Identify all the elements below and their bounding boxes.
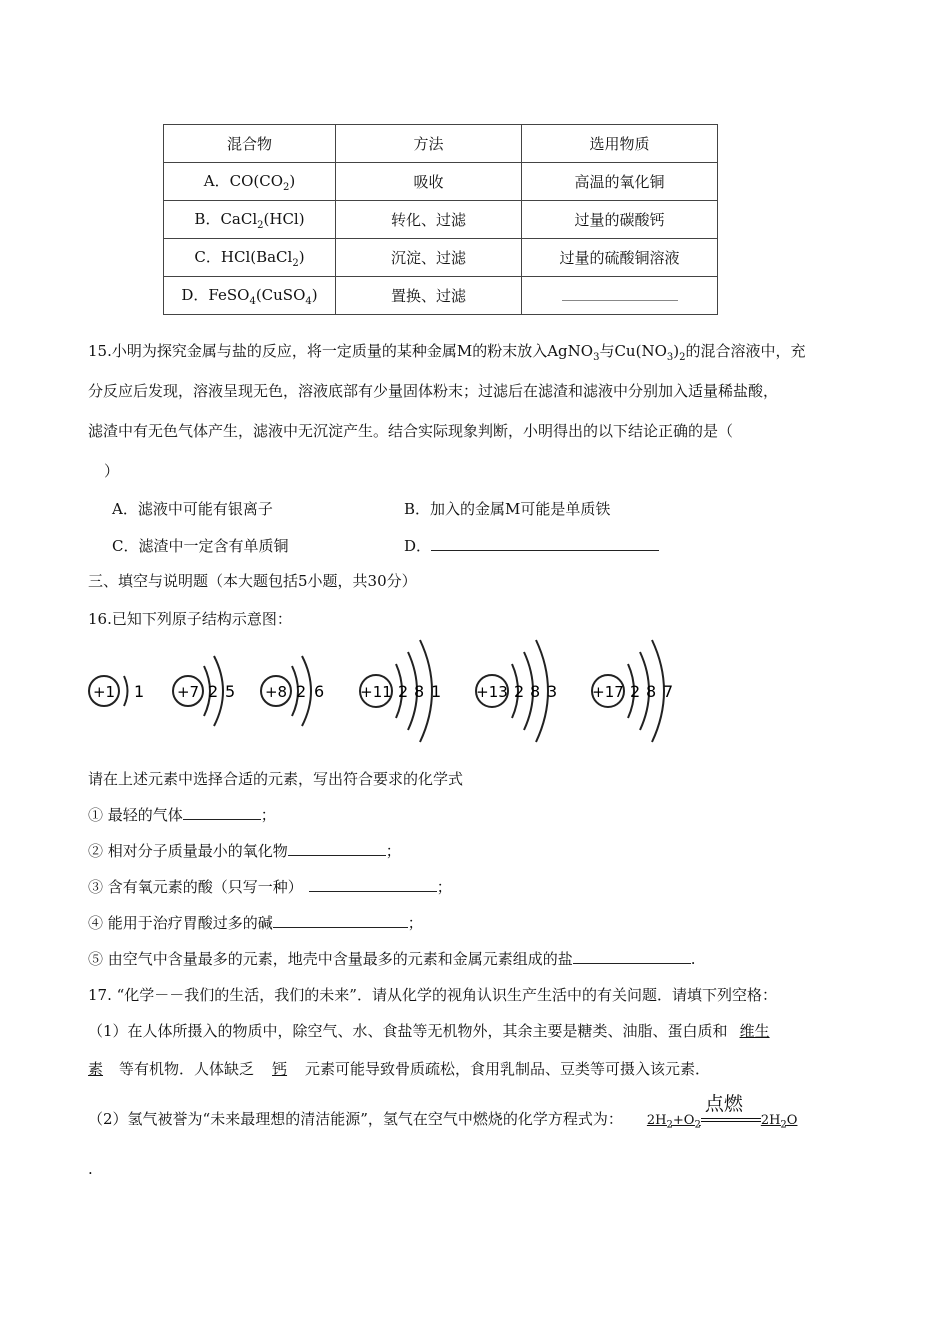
table-header: 方法	[336, 125, 522, 163]
q17-part1-line1: （1）在人体所摄入的物质中，除空气、水、食盐等无机物外，其余主要是糖类、油脂、蛋白质和 维生	[88, 1022, 770, 1040]
q16-item-5: ⑤ 由空气中含量最多的元素，地壳中含量最多的元素和金属元素组成的盐 .	[88, 950, 696, 968]
shell-electrons: 8	[414, 682, 425, 701]
q16-prompt: 请在上述元素中选择合适的元素，写出符合要求的化学式	[88, 770, 464, 788]
table-cell-mixture: A．$CO(CO_2)$	[164, 163, 336, 201]
table-cell-mixture: B．CaCl$_2$(HCl)	[164, 201, 336, 239]
table-header: 混合物	[164, 125, 336, 163]
atomic-structure-diagrams	[80, 636, 700, 746]
section-heading: 三、填空与说明题（本大题包括5小题，共30分）	[88, 572, 417, 590]
reaction-condition: 点燃	[704, 1093, 743, 1115]
q17-title: 17. “化学－－我们的生活，我们的未来”．请从化学的视角认识生产生活中的有关问题．请填下列空格：	[88, 986, 777, 1004]
shell-electrons: 3	[547, 682, 558, 701]
nucleus-label: +1	[92, 683, 116, 701]
nucleus-label: +7	[176, 683, 200, 701]
table-cell-mixture: C．HCl(BaCl$_2$)	[164, 239, 336, 277]
shell-electrons: 6	[314, 682, 325, 701]
shell-electrons: 2	[208, 682, 219, 701]
table-header: 选用物质	[522, 125, 718, 163]
table-cell-method: 沉淀、过滤	[336, 239, 522, 277]
q15-line2: 分反应后发现，溶液呈现无色，溶液底部有少量固体粉末；过滤后在滤渣和滤液中分别加入适量稀盐酸，	[88, 382, 779, 400]
shell-electrons: 2	[398, 682, 409, 701]
q15-line1: 15.小明为探究金属与盐的反应，将一定质量的某种金属M的粉末放入AgNO$_3$与$Cu(NO_3)_2$的混合溶液中，充	[88, 342, 806, 363]
answer-blank	[431, 536, 659, 551]
table-cell-method: 转化、过滤	[336, 201, 522, 239]
answer-text: 钙	[272, 1060, 288, 1078]
shell-electrons: 2	[514, 682, 525, 701]
q15-option-c: C．滤渣中一定含有单质铜	[112, 537, 289, 555]
answer-text: 维生	[739, 1022, 770, 1040]
mixture-table	[163, 124, 718, 315]
q16-item-1: ① 最轻的气体 ；	[88, 806, 276, 824]
q17-part2: （2）氢气被誉为“未来最理想的清洁能源”，氢气在空气中燃烧的化学方程式为： $2H_2+O_2$ 点燃 $2H_2O$	[88, 1108, 797, 1131]
atom-diagram	[173, 656, 235, 726]
equation-reactants: $2H_2+O_2$	[646, 1113, 701, 1131]
table-cell-reagent: 高温的氧化铜	[522, 163, 718, 201]
answer-blank	[562, 286, 678, 301]
q15-option-b: B．加入的金属M可能是单质铁	[404, 500, 611, 518]
q15-option-d: D．	[404, 535, 659, 556]
equation-products: $2H_2O$	[760, 1113, 798, 1131]
q15-line4: ）	[104, 462, 120, 480]
answer-blank	[573, 949, 691, 964]
shell-electrons: 7	[663, 682, 674, 701]
answer-blank	[273, 913, 408, 928]
q17-part1-line2: 素 等有机物．人体缺乏 钙 元素可能导致骨质疏松，食用乳制品、豆类等可摄入该元素．	[88, 1060, 711, 1078]
table-cell-reagent: 过量的碳酸钙	[522, 201, 718, 239]
reaction-arrow	[701, 1093, 761, 1124]
q15-line3: 滤渣中有无色气体产生，滤液中无沉淀产生。结合实际现象判断，小明得出的以下结论正确的是（	[88, 422, 734, 440]
atom-diagram	[592, 640, 673, 742]
atom-diagram	[89, 676, 144, 706]
nucleus-label: +11	[360, 683, 392, 701]
table-row	[164, 239, 718, 277]
table-cell-mixture: D．FeSO$_4$(CuSO$_4$)	[164, 277, 336, 315]
atom-diagram	[476, 640, 557, 742]
table-row	[164, 163, 718, 201]
table-header-row	[164, 125, 718, 163]
table-row	[164, 201, 718, 239]
end-period: .	[88, 1160, 93, 1178]
table-cell-reagent: 过量的硫酸铜溶液	[522, 239, 718, 277]
q15-option-a: A．滤液中可能有银离子	[112, 500, 273, 518]
answer-blank	[288, 841, 386, 856]
shell-electrons: 1	[431, 682, 442, 701]
answer-text: 素	[88, 1060, 104, 1078]
shell-electrons: 5	[225, 682, 236, 701]
shell-electrons: 2	[630, 682, 641, 701]
table-cell-method: 置换、过滤	[336, 277, 522, 315]
table-cell-method: 吸收	[336, 163, 522, 201]
table-cell-reagent-blank	[522, 277, 718, 315]
nucleus-label: +13	[476, 683, 508, 701]
shell-electrons: 8	[530, 682, 541, 701]
answer-blank	[183, 805, 261, 820]
table-row	[164, 277, 718, 315]
q16-title: 16.已知下列原子结构示意图：	[88, 610, 292, 628]
nucleus-label: +17	[592, 683, 624, 701]
shell-electrons: 2	[296, 682, 307, 701]
q16-item-2: ② 相对分子质量最小的氧化物 ；	[88, 842, 401, 860]
q16-item-4: ④ 能用于治疗胃酸过多的碱 ；	[88, 914, 423, 932]
atom-diagram	[261, 656, 324, 726]
shell-electrons: 8	[646, 682, 657, 701]
shell-electrons: 1	[134, 682, 145, 701]
answer-blank	[309, 877, 437, 892]
atom-diagram	[360, 640, 441, 742]
q16-item-3: ③ 含有氧元素的酸（只写一种） ；	[88, 878, 452, 896]
nucleus-label: +8	[264, 683, 288, 701]
